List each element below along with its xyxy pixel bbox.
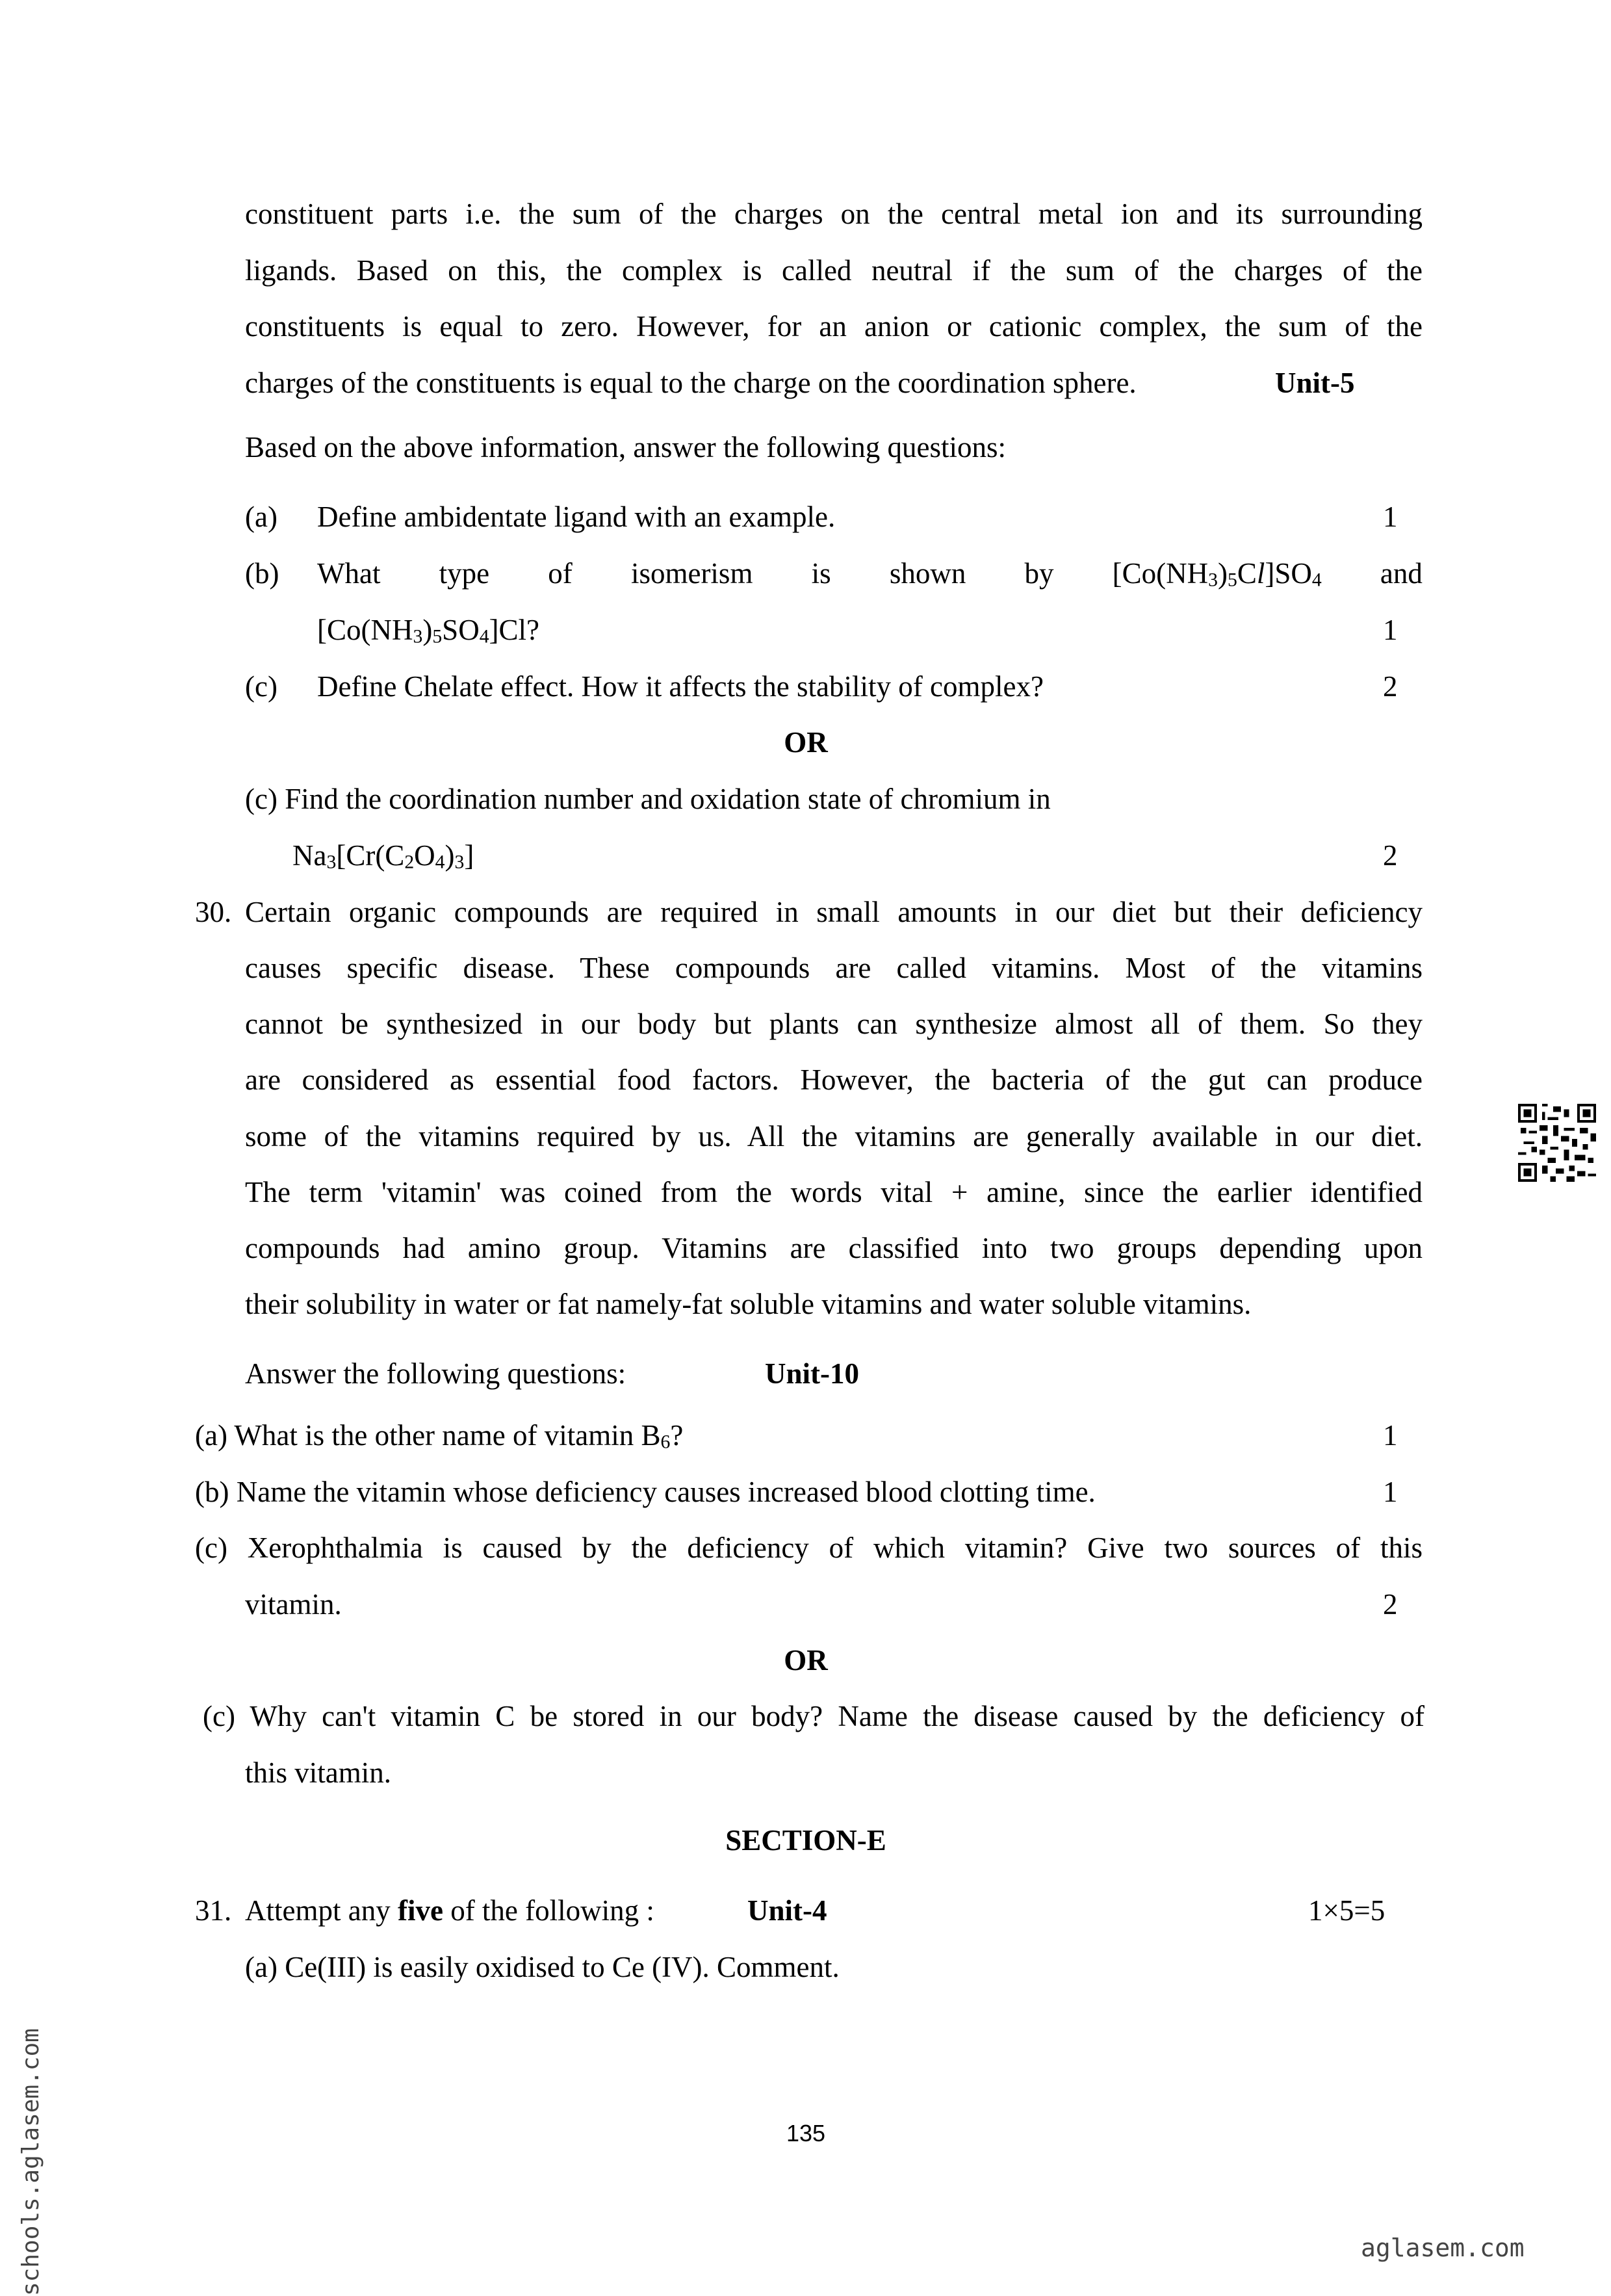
- q29-c-label: (c): [245, 670, 277, 703]
- page-number: 135: [786, 2120, 826, 2146]
- q29-c-alt-text: (c) Find the coordination number and oxidation state of chromium in: [245, 783, 1051, 815]
- q30-a-marks: 1: [1383, 1419, 1398, 1452]
- q29-b-line-1: [317, 545, 1423, 602]
- q29-b-word: is: [811, 557, 831, 590]
- q31-unit-label: Unit-4: [747, 1894, 827, 1927]
- q30-para-line-3: cannot be synthesized in our body but plants can synthesize almost all of them. So they: [245, 1008, 1423, 1040]
- q30-c-alt-line-2: this vitamin.: [245, 1756, 391, 1789]
- q30-para-line-7: compounds had amino group. Vitamins are classified into two groups depending upon: [245, 1232, 1423, 1264]
- q30-a-text: (a) What is the other name of vitamin $B_6$?: [195, 1419, 684, 1453]
- q30-para-line-4: are considered as essential food factors. However, the bacteria of the gut can produce: [245, 1063, 1423, 1096]
- qr-code-icon: [1518, 1104, 1596, 1182]
- section-heading: SECTION-E: [725, 1824, 886, 1857]
- q29-para-line-1: constituent parts i.e. the sum of the charges on the central metal ion and its surrounding: [245, 198, 1423, 230]
- q29-c-alt-marks: 2: [1383, 839, 1398, 872]
- q29-c-text: Define Chelate effect. How it affects the stability of complex?: [317, 670, 1044, 703]
- q31-number: 31.: [195, 1894, 232, 1927]
- q30-c-marks: 2: [1383, 1588, 1398, 1621]
- q29-para-line-3: constituents is equal to zero. However, for an anion or cationic complex, the sum of the: [245, 310, 1423, 343]
- q31-text: Attempt any five of the following :: [245, 1894, 654, 1927]
- q29-a-label: (a): [245, 501, 277, 533]
- q29-b-label: (b): [245, 557, 279, 590]
- q29-para-line-4: charges of the constituents is equal to the charge on the coordination sphere.: [245, 367, 1137, 399]
- q29-prompt: Based on the above information, answer the following questions:: [245, 431, 1007, 463]
- q29-c-marks: 2: [1383, 670, 1398, 703]
- q30-b-text: (b) Name the vitamin whose deficiency causes increased blood clotting time.: [195, 1476, 1096, 1508]
- q30-or: OR: [784, 1644, 828, 1676]
- q29-c-alt-formula: $Na_3[Cr(C_2O_4)_3]$: [292, 839, 474, 873]
- q31-marks: 1×5=5: [1308, 1894, 1385, 1927]
- q29-b-word: What: [317, 557, 381, 590]
- q29-b-word: type: [439, 557, 490, 590]
- q30-c-line-1: (c) Xerophthalmia is caused by the deficiency of which vitamin? Give two sources of this: [195, 1532, 1423, 1564]
- q29-or: OR: [784, 726, 828, 759]
- q30-b-marks: 1: [1383, 1476, 1398, 1508]
- q29-unit-label: Unit-5: [1275, 367, 1355, 399]
- q29-b-word: isomerism: [630, 557, 753, 590]
- q29-b-formula-1: $[Co(NH_3)_5Cl]SO_4$: [1112, 557, 1322, 591]
- q30-prompt: Answer the following questions:: [245, 1357, 626, 1390]
- q30-unit-label: Unit-10: [765, 1357, 859, 1390]
- q29-b-marks: 1: [1383, 614, 1398, 646]
- q30-number: 30.: [195, 896, 232, 928]
- q29-a-text: Define ambidentate ligand with an example.: [317, 501, 836, 533]
- q30-para-line-8: their solubility in water or fat namely-fat soluble vitamins and water soluble vitamins.: [245, 1288, 1252, 1320]
- q29-para-line-2: ligands. Based on this, the complex is called neutral if the sum of the charges of the: [245, 254, 1423, 287]
- q30-para-line-2: causes specific disease. These compounds are called vitamins. Most of the vitamins: [245, 952, 1423, 984]
- footer-watermark: aglasem.com: [1361, 2234, 1525, 2262]
- q29-a-marks: 1: [1383, 501, 1398, 533]
- side-watermark: schools.aglasem.com: [18, 2028, 44, 2296]
- q30-para-line-5: some of the vitamins required by us. All the vitamins are generally available in our diet.: [245, 1120, 1423, 1153]
- q29-b-word: of: [548, 557, 573, 590]
- q30-c-line-2: vitamin.: [245, 1588, 342, 1621]
- q30-c-alt-line-1: (c) Why can't vitamin C be stored in our body? Name the disease caused by the deficiency of: [203, 1700, 1424, 1732]
- q30-para-line-6: The term 'vitamin' was coined from the words vital + amine, since the earlier identified: [245, 1176, 1423, 1208]
- q31-a-text: (a) Ce(III) is easily oxidised to Ce (IV). Comment.: [245, 1951, 840, 1983]
- q29-b-and: and: [1380, 557, 1423, 590]
- q30-para-line-1: Certain organic compounds are required in small amounts in our diet but their deficiency: [245, 896, 1423, 928]
- q29-b-formula-2: $[Co(NH_3)_5SO_4]Cl$?: [317, 614, 540, 647]
- q29-b-word: by: [1024, 557, 1054, 590]
- q29-b-word: shown: [889, 557, 966, 590]
